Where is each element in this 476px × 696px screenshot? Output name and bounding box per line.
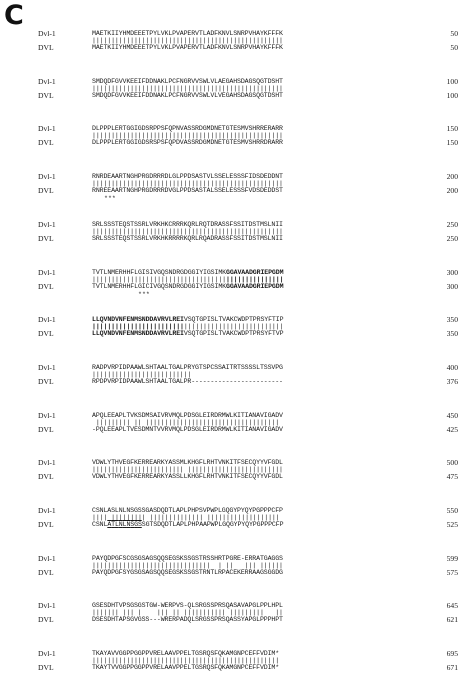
- match-bars: ||||||||||||||||||||||||||||||||||||||||||||||||||: [92, 323, 284, 331]
- sequence-residues: VDWLYTHVEGFKERREARKYASSLLKHGFLRHTVNKITFSECQYYVFGDL: [92, 473, 283, 481]
- top-sequence-row: [0, 173, 476, 180]
- residue-count: 200: [446, 186, 458, 196]
- bottom-sequence-row: [0, 616, 476, 623]
- match-bars: ||||||||||||||||||||||||||||||||||||||||||||||||||: [92, 227, 283, 235]
- residue-count: 400: [446, 362, 458, 372]
- sequence-residues: CSNLATLNLNSGSSGTSDQDTLAPLPHPAAPWPLGQGYPYQYPGPPPCFP: [92, 521, 284, 528]
- bottom-sequence-row: [0, 235, 476, 242]
- sequence-name: DVL: [38, 186, 54, 196]
- match-bars: ||||||||||||||||||||||||||||||||||||||||||||||||||: [92, 37, 283, 44]
- sequence-residues: SRLSSSTEQSTSSRLVRKHKCRRRKQRLRQTDRASSFSSITDSTMSLNII: [92, 220, 283, 228]
- panel-label: C: [4, 0, 24, 31]
- sequence-name: Dvl-1: [38, 553, 56, 563]
- sequence-residues: SMDQDFGVVKEEIFDDNAKLPCFNGRVVSWLVLVEGAHSDAGSQGTDSHT: [92, 91, 283, 99]
- sequence-name: DVL: [38, 376, 54, 386]
- sequence-residues: RADPVRPIDPAAWLSHTAALTGALPRYGTSPCSSAITRTSSSSLTSSVPG: [92, 363, 283, 371]
- sequence-name: DVL: [38, 472, 54, 482]
- match-row: [0, 180, 476, 187]
- residue-count: 645: [446, 601, 458, 611]
- sequence-residues: RNREEAARTNGHPRGDRRRDVGLPPDSASTALSSELESSSFVDSDEDDST: [92, 187, 283, 195]
- sequence-name: Dvl-1: [38, 601, 56, 611]
- bottom-sequence-row: [0, 44, 476, 51]
- residue-count: 425: [446, 424, 458, 434]
- match-row: [0, 514, 476, 521]
- sequence-name: Dvl-1: [38, 124, 56, 134]
- sequence-name: Dvl-1: [38, 315, 56, 325]
- match-bars: ||||||||||||||||||||||||||||||| | || ||| ||||||: [92, 561, 283, 569]
- sequence-residues: GSESDHTVPSGSGSTGW-WERPVS-QLSRGSSPRSQASAVAPGLPPLHPL: [92, 602, 283, 610]
- top-sequence-row: [0, 125, 476, 132]
- bottom-sequence-row: [0, 569, 476, 576]
- sequence-residues: DLPPPLERTGGIGDSRSPSFQPDVASSRDGMDNETGTESMVSHRRDRARR: [92, 139, 283, 147]
- residue-count: 350: [446, 315, 458, 325]
- match-row: [0, 132, 476, 139]
- sequence-name: Dvl-1: [38, 172, 56, 182]
- residue-count: 500: [446, 458, 458, 468]
- sequence-residues: TKAYTVVGGPPGGPPVRELAAVPPELTGSRQSFQKAMGNPCEFFVDIM*: [92, 664, 280, 672]
- sequence-residues: CSNLASLNLNSGSSGASDQDTLAPLPHPSVPWPLGQGYPYQYPGPPPCFP: [92, 507, 283, 514]
- match-bars: ||||||||||||||||||||||||||||||||||||||||||||||||||: [92, 84, 283, 92]
- match-bars: |||||||||||||||||||||||||||||||||||||||||||||||||: [92, 657, 280, 665]
- match-row: [0, 657, 476, 664]
- top-sequence-row: [0, 316, 476, 323]
- bottom-sequence-row: [0, 187, 476, 194]
- sequence-name: DVL: [38, 329, 54, 339]
- residue-count: 695: [446, 649, 458, 659]
- top-sequence-row: [0, 78, 476, 85]
- residue-count: 621: [446, 615, 458, 625]
- match-bars: ||||||||||||||||||||||||||||||||||||||||||||||||||: [92, 180, 283, 188]
- sequence-residues: PAYQDPGFSYGSGSAGSQQSEGSKSSGSTRNTLRPACEKERRAAGSGGDG: [92, 568, 283, 576]
- bottom-sequence-row: [0, 330, 476, 337]
- top-sequence-row: [0, 650, 476, 657]
- sequence-residues: LLQVNDVNFENMSNDDAVRVLREIVSQTGPISLTVAKCWDPTPRSYFTVP: [92, 330, 284, 338]
- sequence-residues: LLQVNDVNFENMSNDDAVRVLREIVSQTGPISLTVAKCWDPTPRSYFTIP: [92, 316, 284, 324]
- sequence-residues: DSESDHTAPSGVGSS---WRERPADQLSRGSSPRSQASSYAPGLPPPHPT: [92, 616, 283, 624]
- match-bars: |||| ||||||||| |||||||||||||| |||||||||||||||||||: [92, 514, 280, 521]
- bottom-sequence-row: [0, 139, 476, 146]
- top-sequence-row: [0, 269, 476, 276]
- sequence-name: DVL: [38, 90, 54, 100]
- top-sequence-row: [0, 412, 476, 419]
- sequence-residues: SRLSSSTEQSTSSRLVRKHKRRRRKQRLRQADRASSFSSITDSTMSLNII: [92, 234, 283, 242]
- match-row: [0, 562, 476, 569]
- sequence-residues: MAETKIIYHMDEEETPYLVKLPVAPERVTLADFKNVLSNRPVHAYKFFFK: [92, 30, 283, 37]
- sequence-residues: RNRDEAARTNGHPRGDRRRDLGLPPDSASTVLSSELESSSFIDSDEDDNT: [92, 173, 283, 181]
- bottom-sequence-row: [0, 426, 476, 433]
- match-bars: ||||||||||||||||||||||||||: [92, 370, 192, 378]
- sequence-residues: RPDPVRPIDPAAWLSHTAALTGALPR------------------------: [92, 377, 283, 385]
- match-bars: ||||||||||||||||||||||||||||||||||||||||||||||||||: [92, 132, 283, 140]
- match-bars: |||||||||||||||||||||||| |||||||||||||||||||||||||: [92, 466, 283, 474]
- residue-count: 200: [446, 172, 458, 182]
- bottom-sequence-row: [0, 92, 476, 99]
- sequence-name: Dvl-1: [38, 458, 56, 468]
- bottom-sequence-row: [0, 283, 476, 290]
- top-sequence-row: [0, 221, 476, 228]
- match-bars: ||||||||| || |||||||||||||||||||||||||||||||||||: [92, 418, 280, 426]
- residue-count: 250: [446, 219, 458, 229]
- sequence-residues: TKAYAVVGGPPGGPPVRELAAVPPELTGSRQSFQKAMGNPCEFFVDIM*: [92, 650, 280, 658]
- residue-count: 150: [446, 124, 458, 134]
- match-row: [0, 323, 476, 330]
- sequence-name: DVL: [38, 567, 54, 577]
- residue-count: 550: [446, 506, 458, 515]
- bottom-sequence-row: [0, 378, 476, 385]
- sequence-name: DVL: [38, 43, 54, 52]
- sequence-name: DVL: [38, 520, 54, 529]
- match-row: [0, 419, 476, 426]
- residue-count: 376: [446, 376, 458, 386]
- match-row: [0, 228, 476, 235]
- sequence-name: Dvl-1: [38, 506, 56, 515]
- residue-count: 150: [446, 138, 458, 148]
- residue-count: 100: [446, 76, 458, 86]
- sequence-name: Dvl-1: [38, 29, 56, 38]
- top-sequence-row: [0, 459, 476, 466]
- top-sequence-row: [0, 555, 476, 562]
- match-row: [0, 37, 476, 44]
- bottom-sequence-row: [0, 473, 476, 480]
- residue-count: 300: [446, 267, 458, 277]
- top-sequence-row: [0, 602, 476, 609]
- sequence-name: Dvl-1: [38, 219, 56, 229]
- sequence-residues: PAYQDPGFSCGSGSAGSQQSEGSKSSGSTRSSHRTPGRE-ERRATGAGGS: [92, 554, 283, 562]
- sequence-residues: APQLEEAPLTVKSDMSAIVRVMQLPDSGLEIRDRMWLKITIANAVIGADV: [92, 411, 283, 419]
- top-sequence-row: [0, 507, 476, 514]
- sequence-name: DVL: [38, 615, 54, 625]
- sequence-residues: TVTLNMERHHFLGISIVGQSNDRGDGGIYIGSIMKGGAVAADGRIEPGDM: [92, 268, 284, 276]
- asterisk-marker: ***: [104, 195, 116, 203]
- sequence-name: DVL: [38, 424, 54, 434]
- match-row: [0, 609, 476, 616]
- match-row: [0, 85, 476, 92]
- residue-count: 475: [446, 472, 458, 482]
- residue-count: 300: [446, 281, 458, 291]
- sequence-name: Dvl-1: [38, 362, 56, 372]
- match-bars: ||||||| ||| | ||| || ||||||||||| ||||||||| ||: [92, 609, 283, 617]
- residue-count: 599: [446, 553, 458, 563]
- top-sequence-row: [0, 30, 476, 37]
- residue-count: 100: [446, 90, 458, 100]
- sequence-name: DVL: [38, 233, 54, 243]
- sequence-name: Dvl-1: [38, 76, 56, 86]
- residue-count: 250: [446, 233, 458, 243]
- match-bars: ||||||||||||||||||||||||||||||||||||||||||||||||||: [92, 275, 284, 283]
- residue-count: 575: [446, 567, 458, 577]
- residue-count: 450: [446, 410, 458, 420]
- match-row: [0, 276, 476, 283]
- sequence-residues: -PQLEEAPLTVESDMNTVVRVMQLPDSGLEIRDRMWLKITIANAVIGADV: [92, 425, 283, 433]
- bottom-sequence-row: [0, 664, 476, 671]
- residue-count: 525: [446, 520, 458, 529]
- residue-count: 50: [450, 43, 458, 52]
- sequence-name: DVL: [38, 663, 54, 673]
- top-sequence-row: [0, 364, 476, 371]
- residue-count: 671: [446, 663, 458, 673]
- sequence-residues: VDWLYTHVEGFKERREARKYASSMLKHGFLRHTVNKITFSECQYYVFGDL: [92, 459, 283, 467]
- sequence-name: Dvl-1: [38, 410, 56, 420]
- sequence-name: Dvl-1: [38, 267, 56, 277]
- sequence-residues: MAETKIIYHMDEEETPYLVKLPVAPERVTLADFKNVLSNRPVHAYKFFFK: [92, 44, 283, 51]
- match-row: [0, 466, 476, 473]
- sequence-residues: SMDQDFGVVKEEIFDDNAKLPCFNGRVVSWLVLAEGAHSDAGSQGTDSHT: [92, 77, 283, 85]
- sequence-residues: DLPPPLERTGGIGDSRPPSFQPNVASSRDGMDNETGTESMVSHRRERARR: [92, 125, 283, 133]
- residue-count: 50: [450, 29, 458, 38]
- bottom-sequence-row: [0, 521, 476, 528]
- residue-count: 350: [446, 329, 458, 339]
- match-row: [0, 371, 476, 378]
- sequence-name: DVL: [38, 281, 54, 291]
- asterisk-marker: ***: [138, 290, 150, 298]
- sequence-name: Dvl-1: [38, 649, 56, 659]
- sequence-name: DVL: [38, 138, 54, 148]
- sequence-residues: TVTLNMERHHFLGICIVGQSNDRGDGGIYIGSIMKGGAVAADGRIEPGDM: [92, 282, 284, 290]
